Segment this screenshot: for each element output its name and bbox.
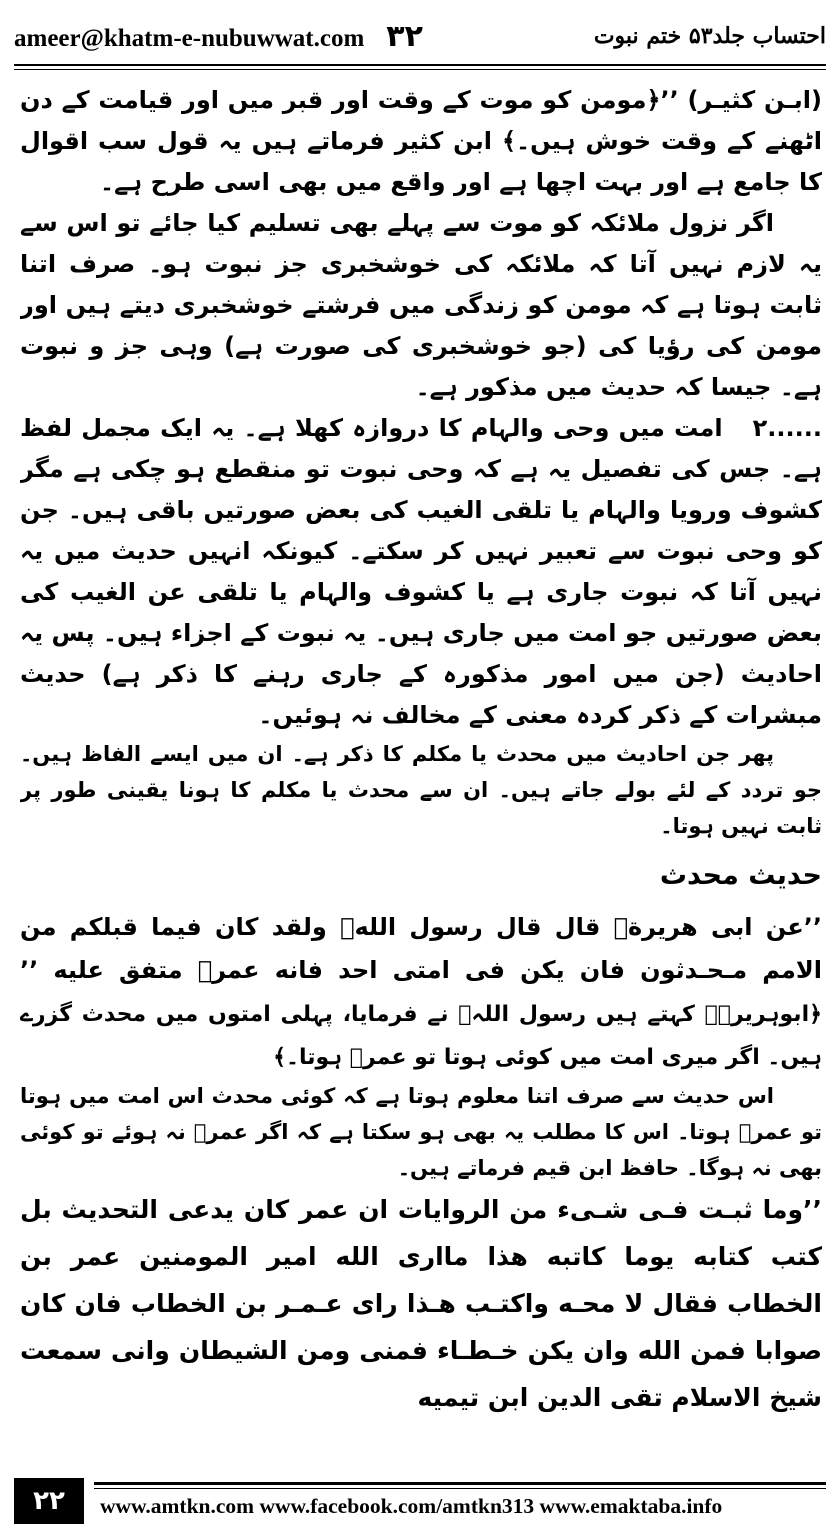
page-body	[20, 80, 822, 1445]
hadith-translation: ﴿ابوہریرہؓ کہتے ہیں رسول اللہﷺ نے فرمایا، پہلی امتوں میں محدث گزرے ہیں۔ اگر میری امت میں کوئی ہوتا تو عمرؓ ہوتا۔﴾	[20, 1002, 822, 1070]
header-page-number: ۳۲	[386, 18, 423, 54]
header-title: احتساب جلد۵۳ ختم نبوت	[593, 23, 826, 49]
footer-urls: www.amtkn.com www.facebook.com/amtkn313 www.emaktaba.info	[100, 1494, 723, 1518]
page-footer	[14, 1478, 826, 1524]
hadith-text	[20, 906, 822, 1078]
footer-rule-thin	[94, 1488, 826, 1489]
point-2-text: امت میں وحی والہام کا دروازہ کھلا ہے۔ یہ ایک مجمل لفظ ہے۔ جس کی تفصیل یہ ہے کہ وحی نبوت تو منقطع ہو چکی ہے مگر کشوف ورویا والہام یا تلقی الغیب کی بعض صورتیں باقی ہیں۔ جن کو وحی نبوت سے تعبیر نہیں کر سکتے۔ کیونکہ انہیں حدیث میں یہ نہیں آتا کہ نبوت جاری ہے یا کشوف والہام یا تلقی عن الغیب کی بعض صورتیں جو امت میں جاری ہیں۔ یہ نبوت کے اجزاء ہیں۔ پس یہ احادیث (جن میں امور مذکورہ کے جاری رہنے کا ذکر ہے) حدیث مبشرات کے ذکر کردہ معنی کے مخالف نہ ہوئیں۔	[20, 414, 822, 729]
page-header	[14, 10, 826, 62]
header-left	[14, 19, 423, 54]
paragraph-muhaddith-mention: پھر جن احادیث میں محدث یا مکلم کا ذکر ہے۔ ان میں ایسے الفاظ ہیں۔ جو تردد کے لئے بولے جاتے ہیں۔ ان سے محدث یا مکلم کا ہونا یقینی طور پر ثابت نہیں ہوتا۔	[20, 742, 822, 838]
paragraph-angels: اگر نزول ملائکہ کو موت سے پہلے بھی تسلیم کیا جائے تو اس سے یہ لازم نہیں آتا کہ ملائکہ کی خوشخبری جز نبوت ہو۔ صرف اتنا ثابت ہوتا ہے کہ مومن کو زندگی میں فرشتے خوشخبری دیتے ہیں اور مومن کی رؤیا کی (جو خوشخبری کی صورت ہے) وہی جز و نبوت ہے۔ جیسا کہ حدیث میں مذکور ہے۔	[20, 209, 822, 401]
footer-rule	[94, 1482, 826, 1485]
footer-page-box: ۲۲	[14, 1478, 84, 1524]
section-heading: حدیث محدث	[659, 860, 822, 891]
paragraph-point-2	[20, 408, 822, 736]
quote-ibn-qayyim: ’’وما ثبـت فـی شـیء من الروايات ان عمر كان يدعی التحديث بل كتب كتابه يوما كاتبه هذا ماارى الله امير المومنين عمر بن الخطاب فقال لا محـه واكتـب هـذا رای عـمـر بن الخطاب فان كان صوابا فمن الله وان يكن خـطـاء فمنی ومن الشيطان وانی سمعت شيخ الاسلام تقی الدين ابن تيميه	[20, 1195, 822, 1412]
header-rule	[14, 64, 826, 66]
point-number: ۲......	[752, 414, 822, 442]
paragraph-ibn-kathir: (ابـن كثيـر) ’’﴿مومن کو موت کے وقت اور قبر میں اور قیامت کے دن اٹھنے کے وقت خوش ہیں۔﴾ ابن کثیر فرماتے ہیں یہ قول سب اقوال کا جامع ہے اور بہت اچھا ہے اور واقع میں بھی اسی طرح ہے۔	[20, 86, 822, 196]
paragraph-hadith-meaning: اس حدیث سے صرف اتنا معلوم ہوتا ہے کہ کوئی محدث اس امت میں ہوتا تو عمرؓ ہوتا۔ اس کا مطلب یہ بھی ہو سکتا ہے کہ اگر عمرؓ نہ ہوئے تو کوئی بھی نہ ہوگا۔ حافظ ابن قیم فرماتے ہیں۔	[20, 1084, 822, 1180]
hadith-arabic: ’’عن ابی هريرةؓ قال قال رسول اللهﷺ ولقد كان فيما قبلكم من الامم مـحـدثون فان يكن فی امتی احد فانه عمرؓ متفق عليه ’’	[20, 913, 822, 984]
header-rule-thin	[14, 69, 826, 70]
header-email: ameer@khatm-e-nubuwwat.com	[14, 24, 365, 52]
